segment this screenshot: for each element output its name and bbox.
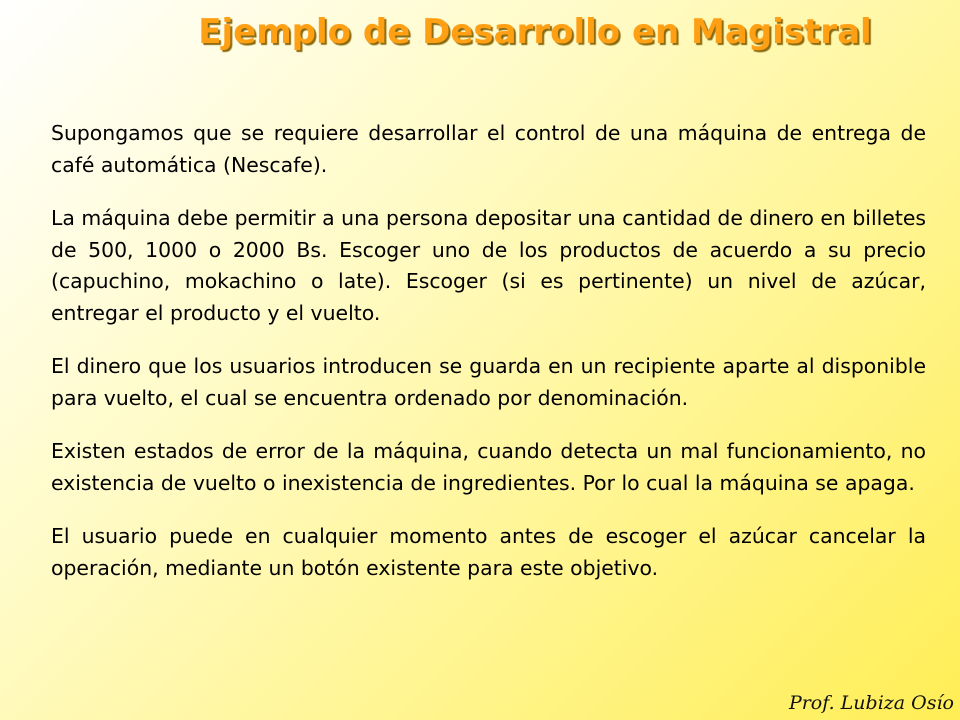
paragraph-intro: Supongamos que se requiere desarrollar el control de una máquina de entrega de café automática (Nescafe).: [51, 121, 926, 177]
slide-body: [51, 118, 926, 606]
paragraph-money-storage: El dinero que los usuarios introducen se guarda en un recipiente aparte al disponible para vuelto, el cual se encuentra ordenado por denominación.: [51, 354, 926, 410]
paragraph-cancel-operation: El usuario puede en cualquier momento antes de escoger el azúcar cancelar la operación, mediante un botón existente para este objetivo.: [51, 524, 926, 580]
paragraph-machine-requirements: La máquina debe permitir a una persona depositar una cantidad de dinero en billetes de 500, 1000 o 2000 Bs. Escoger uno de los productos de acuerdo a su precio (capuchino, mokachino o late). Escoger (si es pertinente) un nivel de azúcar, entregar el producto y el vuelto.: [51, 206, 926, 325]
paragraph-error-states: Existen estados de error de la máquina, cuando detecta un mal funcionamiento, no existencia de vuelto o inexistencia de ingredientes. Por lo cual la máquina se apaga.: [51, 439, 926, 495]
footer-author: Prof. Lubiza Osío: [788, 692, 954, 714]
slide-title: Ejemplo de Desarrollo en Magistral: [198, 12, 872, 52]
